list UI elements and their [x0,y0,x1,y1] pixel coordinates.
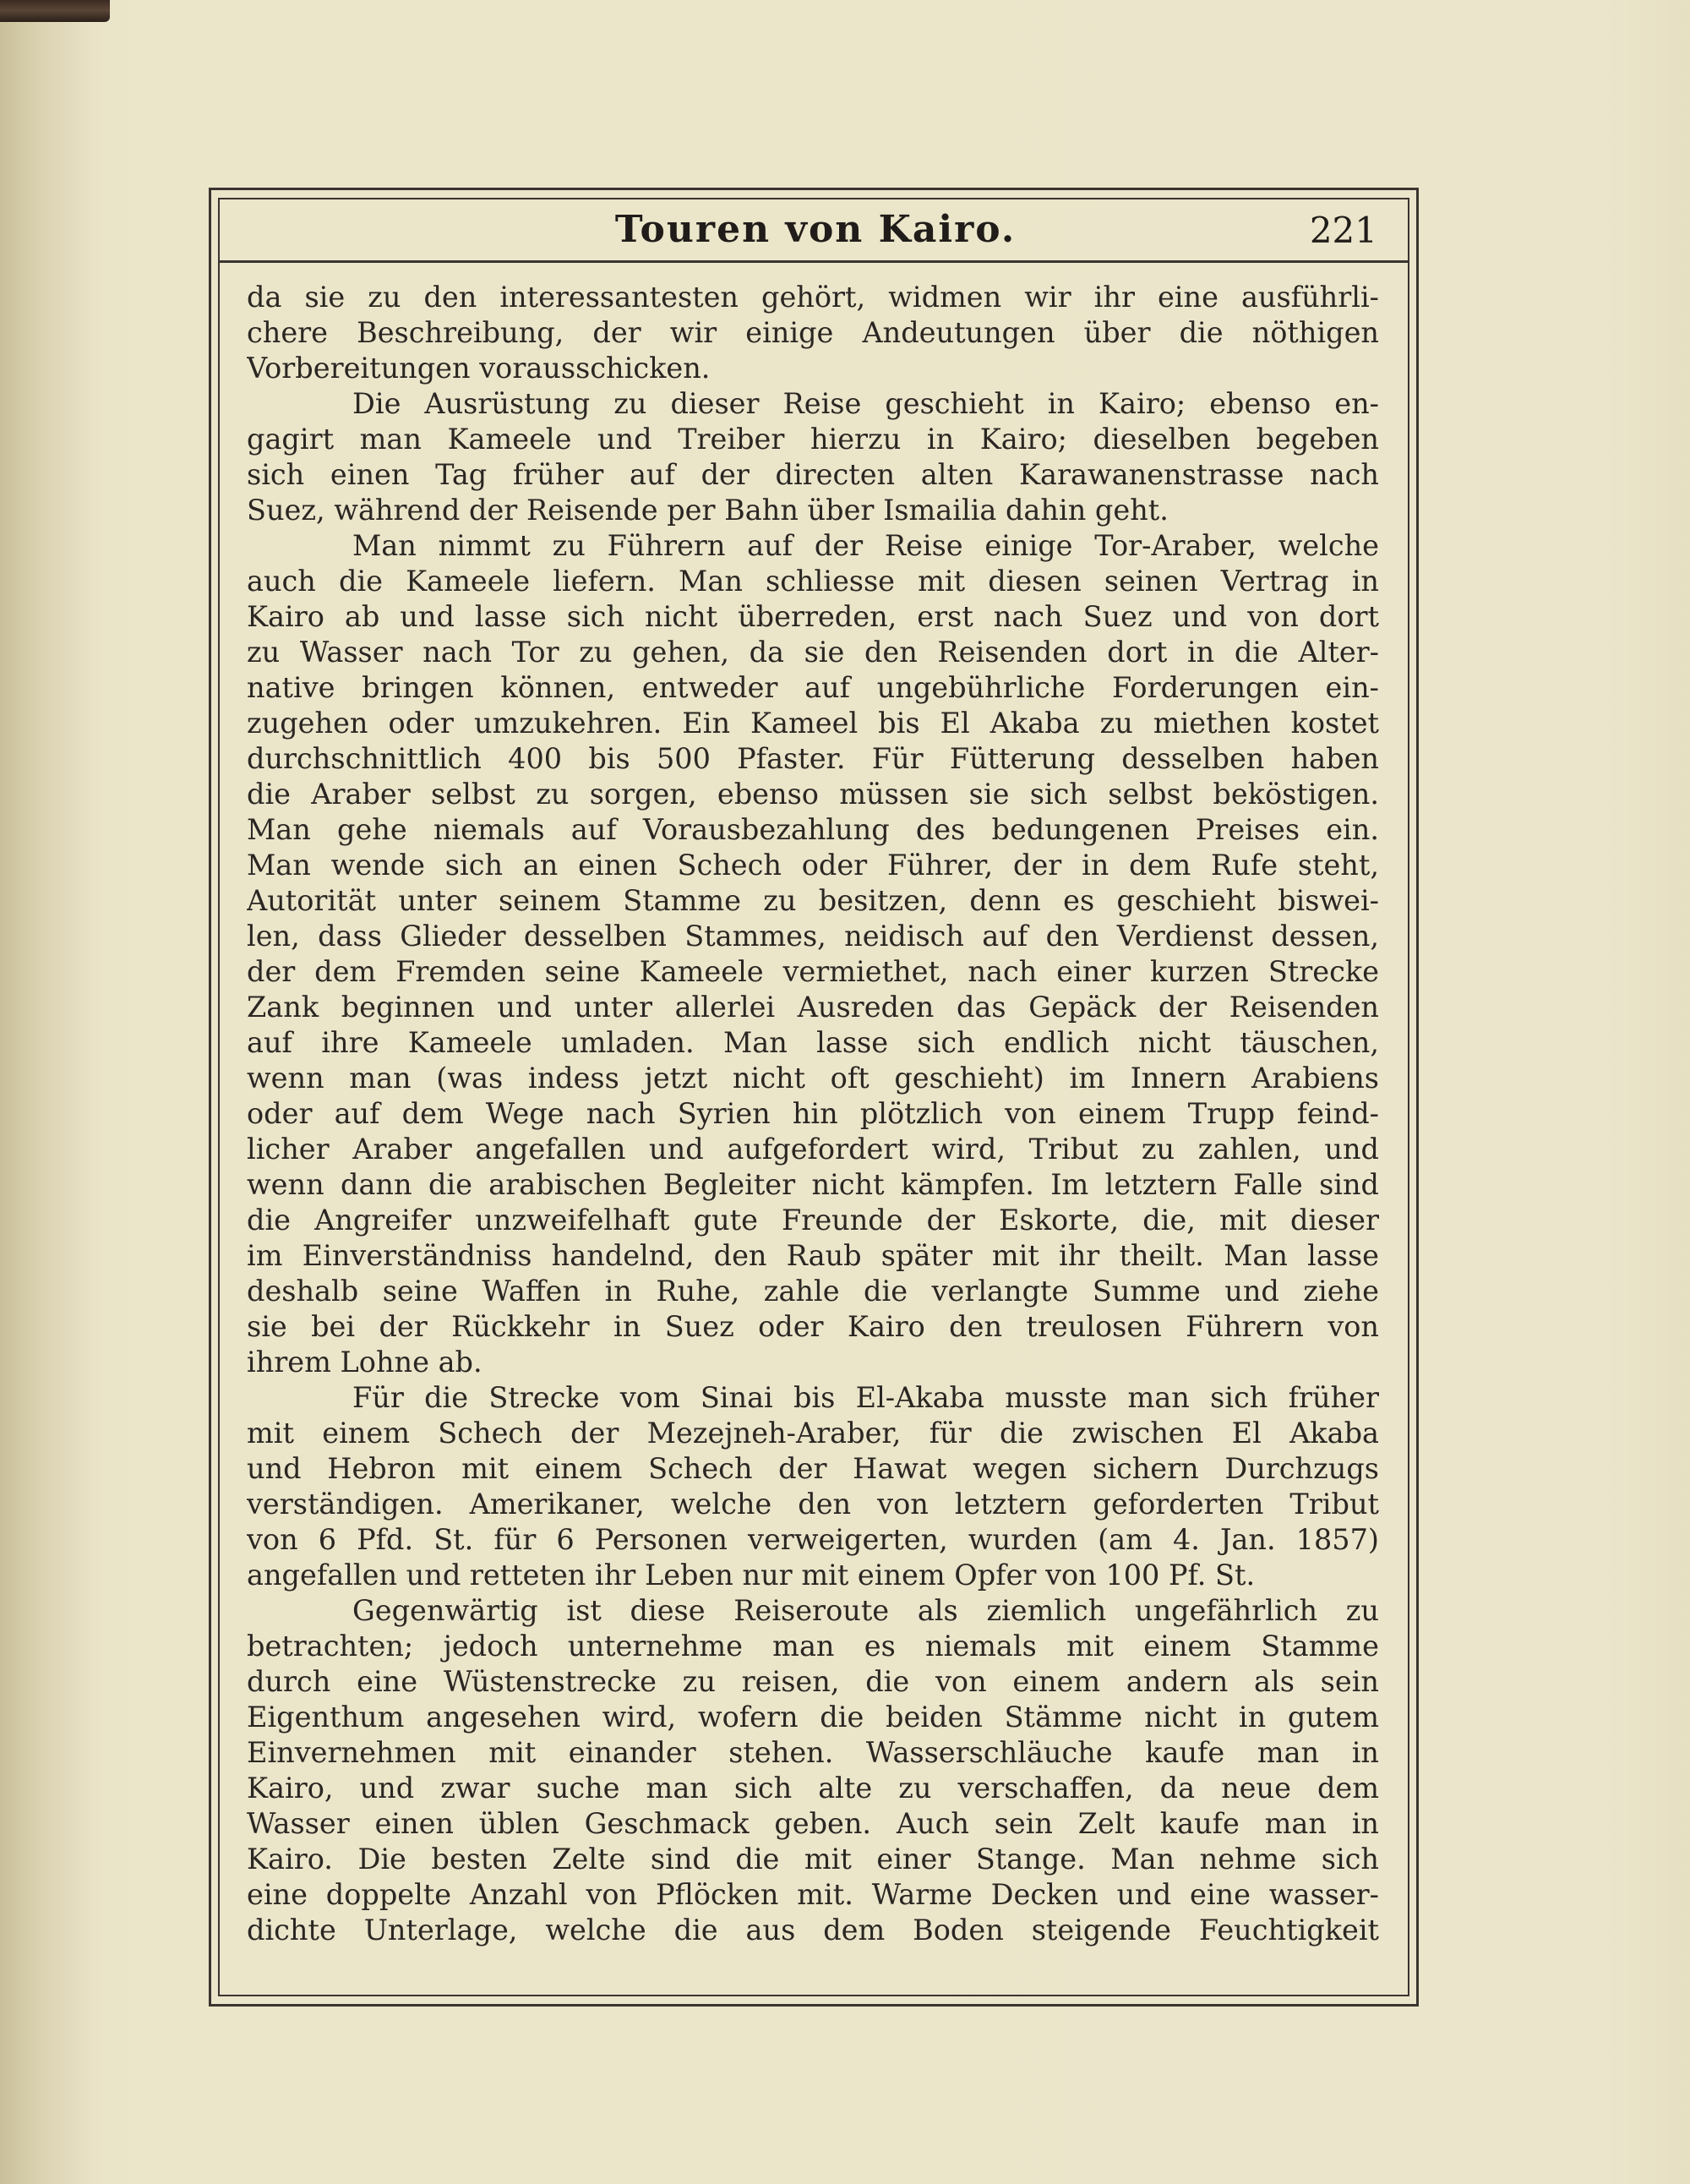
text-line: chere Beschreibung, der wir einige Andeutungen über die nöthigen [247,316,1379,349]
text-line: von 6 Pfd. St. für 6 Personen verweigerten, wurden (am 4. Jan. 1857) [247,1523,1379,1556]
text-line: angefallen und retteten ihr Leben nur mit einem Opfer von 100 Pf. St. [247,1559,1256,1592]
text-line: die Angreifer unzweifelhaft gute Freunde der Eskorte, die, mit dieser [247,1204,1379,1237]
text-line: wenn man (was indess jetzt nicht oft geschieht) im Innern Arabiens [247,1062,1379,1095]
text-line: Kairo. Die besten Zelte sind die mit einer Stange. Man nehme sich [247,1843,1379,1876]
text-line: ihrem Lohne ab. [247,1346,482,1379]
text-line: zu Wasser nach Tor zu gehen, da sie den Reisenden dort in die Alter- [247,636,1379,669]
body-text [247,280,1379,1948]
text-line: Zank beginnen und unter allerlei Ausreden das Gepäck der Reisenden [247,991,1379,1024]
text-line: auf ihre Kameele umladen. Man lasse sich endlich nicht täuschen, [247,1026,1379,1059]
text-line: gagirt man Kameele und Treiber hierzu in Kairo; dieselben begeben [247,423,1379,456]
text-line: Suez, während der Reisende per Bahn über Ismailia dahin geht. [247,494,1169,527]
text-line: Kairo ab und lasse sich nicht überreden, erst nach Suez und von dort [247,600,1379,633]
text-line: im Einverständniss handelnd, den Raub später mit ihr theilt. Man lasse [247,1239,1379,1272]
text-line: durch eine Wüstenstrecke zu reisen, die von einem andern als sein [247,1665,1379,1698]
text-line: dichte Unterlage, welche die aus dem Boden steigende Feuchtigkeit [247,1914,1379,1946]
text-line: wenn dann die arabischen Begleiter nicht kämpfen. Im letztern Falle sind [247,1168,1379,1201]
text-line: betrachten; jedoch unternehme man es niemals mit einem Stamme [247,1630,1379,1663]
text-line: Kairo, und zwar suche man sich alte zu verschaffen, da neue dem [247,1772,1379,1805]
text-line: Für die Strecke vom Sinai bis El-Akaba musste man sich früher [352,1381,1379,1414]
text-line: zugehen oder umzukehren. Ein Kameel bis El Akaba zu miethen kostet [247,707,1379,740]
text-line: native bringen können, entweder auf ungebührliche Forderungen ein- [247,671,1379,704]
text-line: Einvernehmen mit einander stehen. Wasserschläuche kaufe man in [247,1736,1379,1769]
text-line: und Hebron mit einem Schech der Hawat wegen sichern Durchzugs [247,1452,1379,1485]
book-binding-shadow [0,0,93,2184]
text-line: auch die Kameele liefern. Man schliesse mit diesen seinen Vertrag in [247,565,1379,598]
text-line: oder auf dem Wege nach Syrien hin plötzlich von einem Trupp feind- [247,1097,1379,1130]
text-line: Man wende sich an einen Schech oder Führer, der in dem Rufe steht, [247,849,1379,882]
book-cover-edge [0,0,110,22]
text-line: der dem Fremden seine Kameele vermiethet, nach einer kurzen Strecke [247,955,1379,988]
page-number: 221 [1309,210,1377,251]
text-line: sie bei der Rückkehr in Suez oder Kairo den treulosen Führern von [247,1310,1379,1343]
text-line: eine doppelte Anzahl von Pflöcken mit. Warme Decken und eine wasser- [247,1878,1379,1911]
text-line: Eigenthum angesehen wird, wofern die beiden Stämme nicht in gutem [247,1701,1379,1734]
text-line: Man nimmt zu Führern auf der Reise einige Tor-Araber, welche [352,529,1379,562]
text-line: deshalb seine Waffen in Ruhe, zahle die verlangte Summe und ziehe [247,1275,1379,1308]
text-line: die Araber selbst zu sorgen, ebenso müssen sie sich selbst beköstigen. [247,778,1379,811]
text-line: Vorbereitungen vorausschicken. [247,352,711,385]
header-title: Touren von Kairo. [614,208,1017,251]
text-line: Wasser einen üblen Geschmack geben. Auch sein Zelt kaufe man in [247,1807,1379,1840]
text-line: mit einem Schech der Mezejneh-Araber, für die zwischen El Akaba [247,1417,1379,1450]
text-line: licher Araber angefallen und aufgefordert wird, Tribut zu zahlen, und [247,1133,1379,1166]
text-line: verständigen. Amerikaner, welche den von letztern geforderten Tribut [247,1488,1379,1521]
header-rule [218,260,1409,263]
text-line: len, dass Glieder desselben Stammes, neidisch auf den Verdienst dessen, [247,920,1379,953]
text-line: Man gehe niemals auf Vorausbezahlung des bedungenen Preises ein. [247,813,1379,846]
text-line: da sie zu den interessantesten gehört, widmen wir ihr eine ausführli- [247,281,1379,314]
running-header [228,199,1403,264]
text-line: Autorität unter seinem Stamme zu besitzen, denn es geschieht biswei- [247,884,1379,917]
text-line: durchschnittlich 400 bis 500 Pfaster. Für Fütterung desselben haben [247,742,1379,775]
text-line: Gegenwärtig ist diese Reiseroute als ziemlich ungefährlich zu [352,1594,1379,1627]
text-line: sich einen Tag früher auf der directen alten Karawanenstrasse nach [247,458,1379,491]
text-line: Die Ausrüstung zu dieser Reise geschieht in Kairo; ebenso en- [352,387,1379,420]
